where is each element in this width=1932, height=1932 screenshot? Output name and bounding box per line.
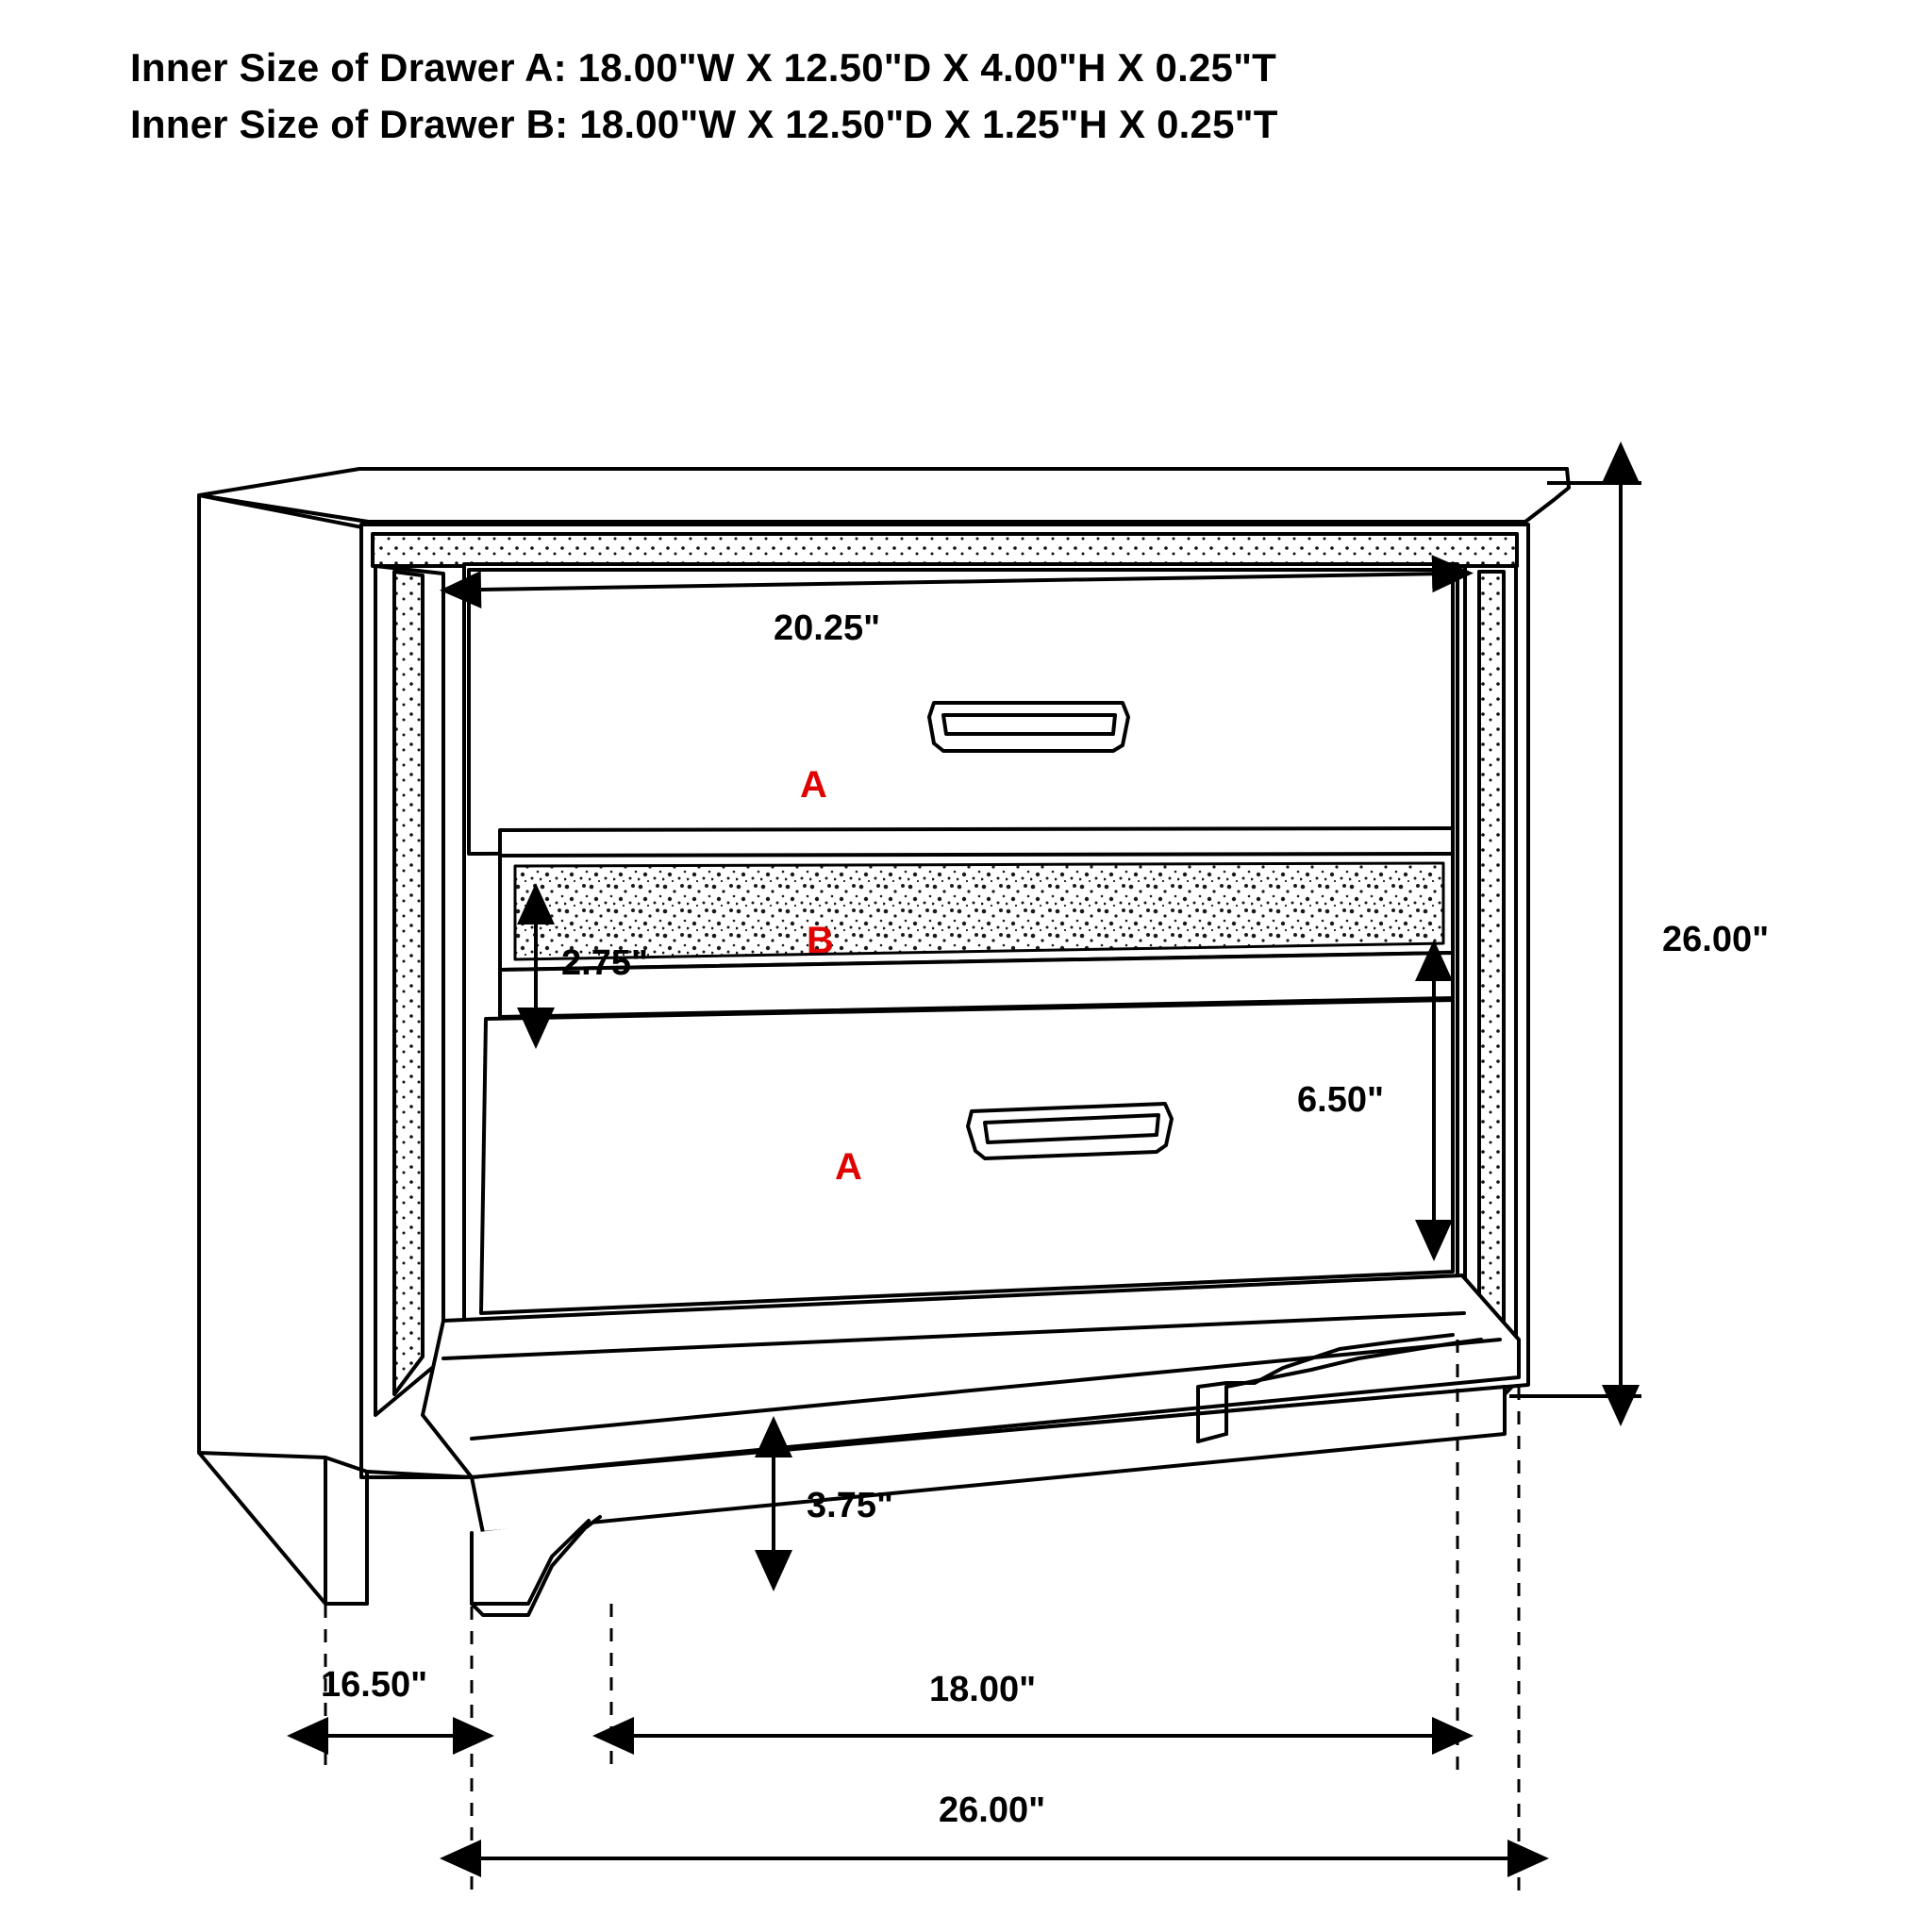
dim-label-drawer-front-width: 20.25" [774, 608, 881, 648]
drawer-label-middle: B [807, 920, 834, 961]
spec-line-drawer-a: Inner Size of Drawer A: 18.00"W X 12.50"D X 4.00"H X 0.25"T [130, 45, 1277, 90]
dim-label-overall-height: 26.00" [1662, 920, 1770, 959]
drawer-label-top: A [800, 764, 827, 806]
drawer-label-bottom: A [835, 1146, 862, 1188]
dim-label-leg-clearance-height: 3.75" [807, 1486, 893, 1525]
dim-label-leg-span-width: 18.00" [929, 1670, 1037, 1709]
dim-label-middle-drawer-height: 2.75" [561, 943, 648, 983]
dim-label-bottom-drawer-height: 6.50" [1297, 1080, 1384, 1120]
dim-label-depth: 16.50" [321, 1665, 428, 1705]
dim-label-overall-width: 26.00" [939, 1790, 1046, 1830]
spec-line-drawer-b: Inner Size of Drawer B: 18.00"W X 12.50"D X 1.25"H X 0.25"T [130, 101, 1278, 146]
